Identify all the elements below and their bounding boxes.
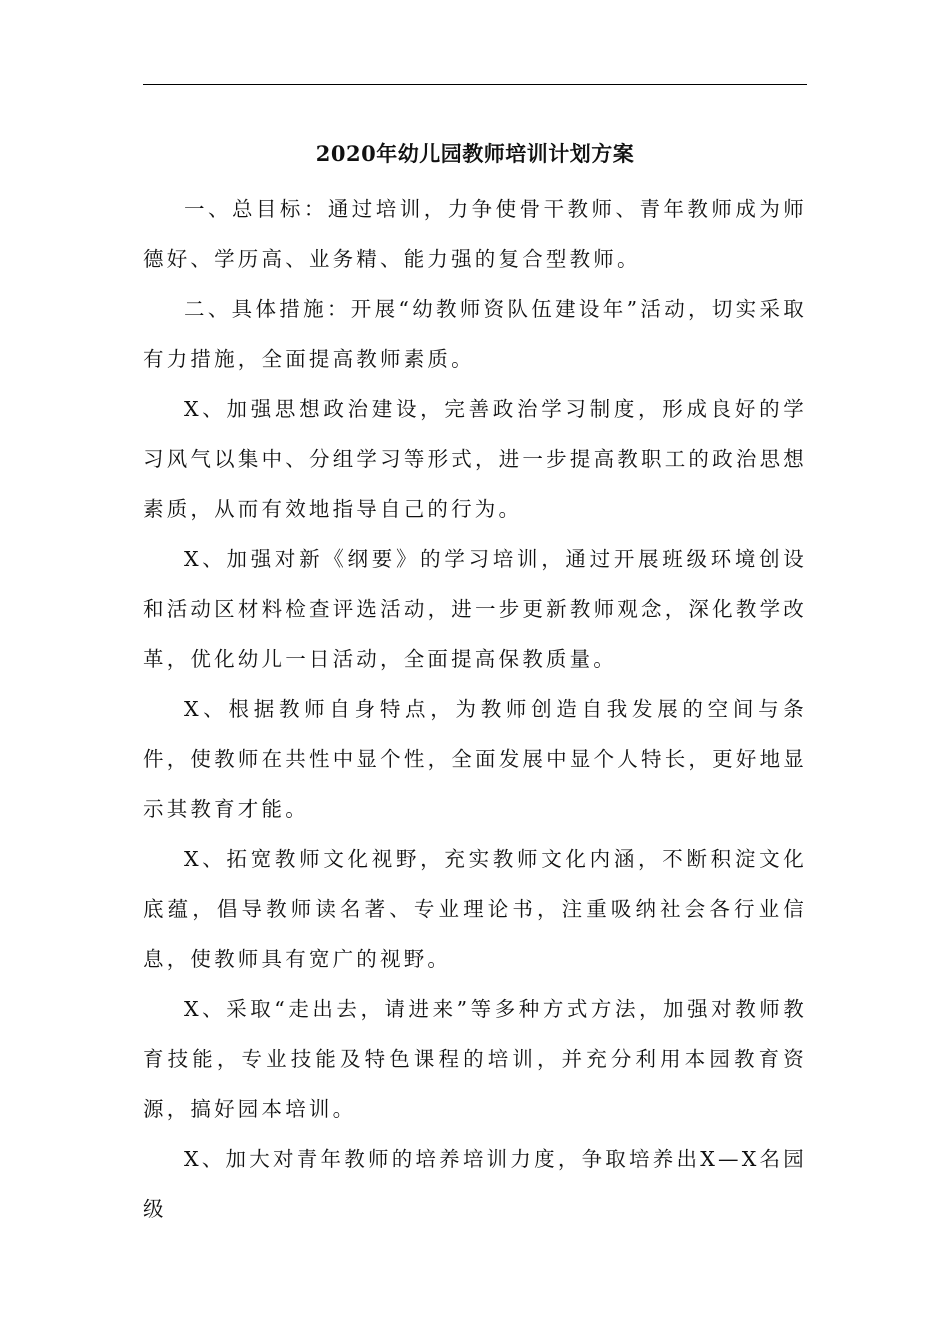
paragraph-specific-measures: 二、具体措施：开展“幼教师资队伍建设年”活动，切实采取有力措施，全面提高教师素质。 <box>143 297 807 371</box>
header-rule <box>143 84 807 85</box>
paragraph-political-study: X、加强思想政治建设，完善政治学习制度，形成良好的学习风气以集中、分组学习等形式，进一步提高教职工的政治思想素质，从而有效地指导自己的行为。 <box>143 397 807 521</box>
paragraph-overall-goal: 一、总目标：通过培训，力争使骨干教师、青年教师成为师德好、学历高、业务精、能力强的复合型教师。 <box>143 197 807 271</box>
paragraph-self-development: X、根据教师自身特点，为教师创造自我发展的空间与条件，使教师在共性中显个性，全面发展中显个人特长，更好地显示其教育才能。 <box>143 697 807 821</box>
document-body <box>143 184 807 1234</box>
paragraph-cultural-vision: X、拓宽教师文化视野，充实教师文化内涵，不断积淀文化底蕴，倡导教师读名著、专业理论书，注重吸纳社会各行业信息，使教师具有宽广的视野。 <box>143 847 807 971</box>
paragraph-training-methods: X、采取“走出去，请进来”等多种方式方法，加强对教师教育技能，专业技能及特色课程的培训，并充分利用本园教育资源，搞好园本培训。 <box>143 997 807 1121</box>
paragraph-outline-training: X、加强对新《纲要》的学习培训，通过开展班级环境创设和活动区材料检查评选活动，进一步更新教师观念，深化教学改革，优化幼儿一日活动，全面提高保教质量。 <box>143 547 807 671</box>
document-title: 2020年幼儿园教师培训计划方案 <box>315 141 635 166</box>
paragraph-young-teachers: X、加大对青年教师的培养培训力度，争取培养出X—X名园级 <box>143 1147 807 1221</box>
